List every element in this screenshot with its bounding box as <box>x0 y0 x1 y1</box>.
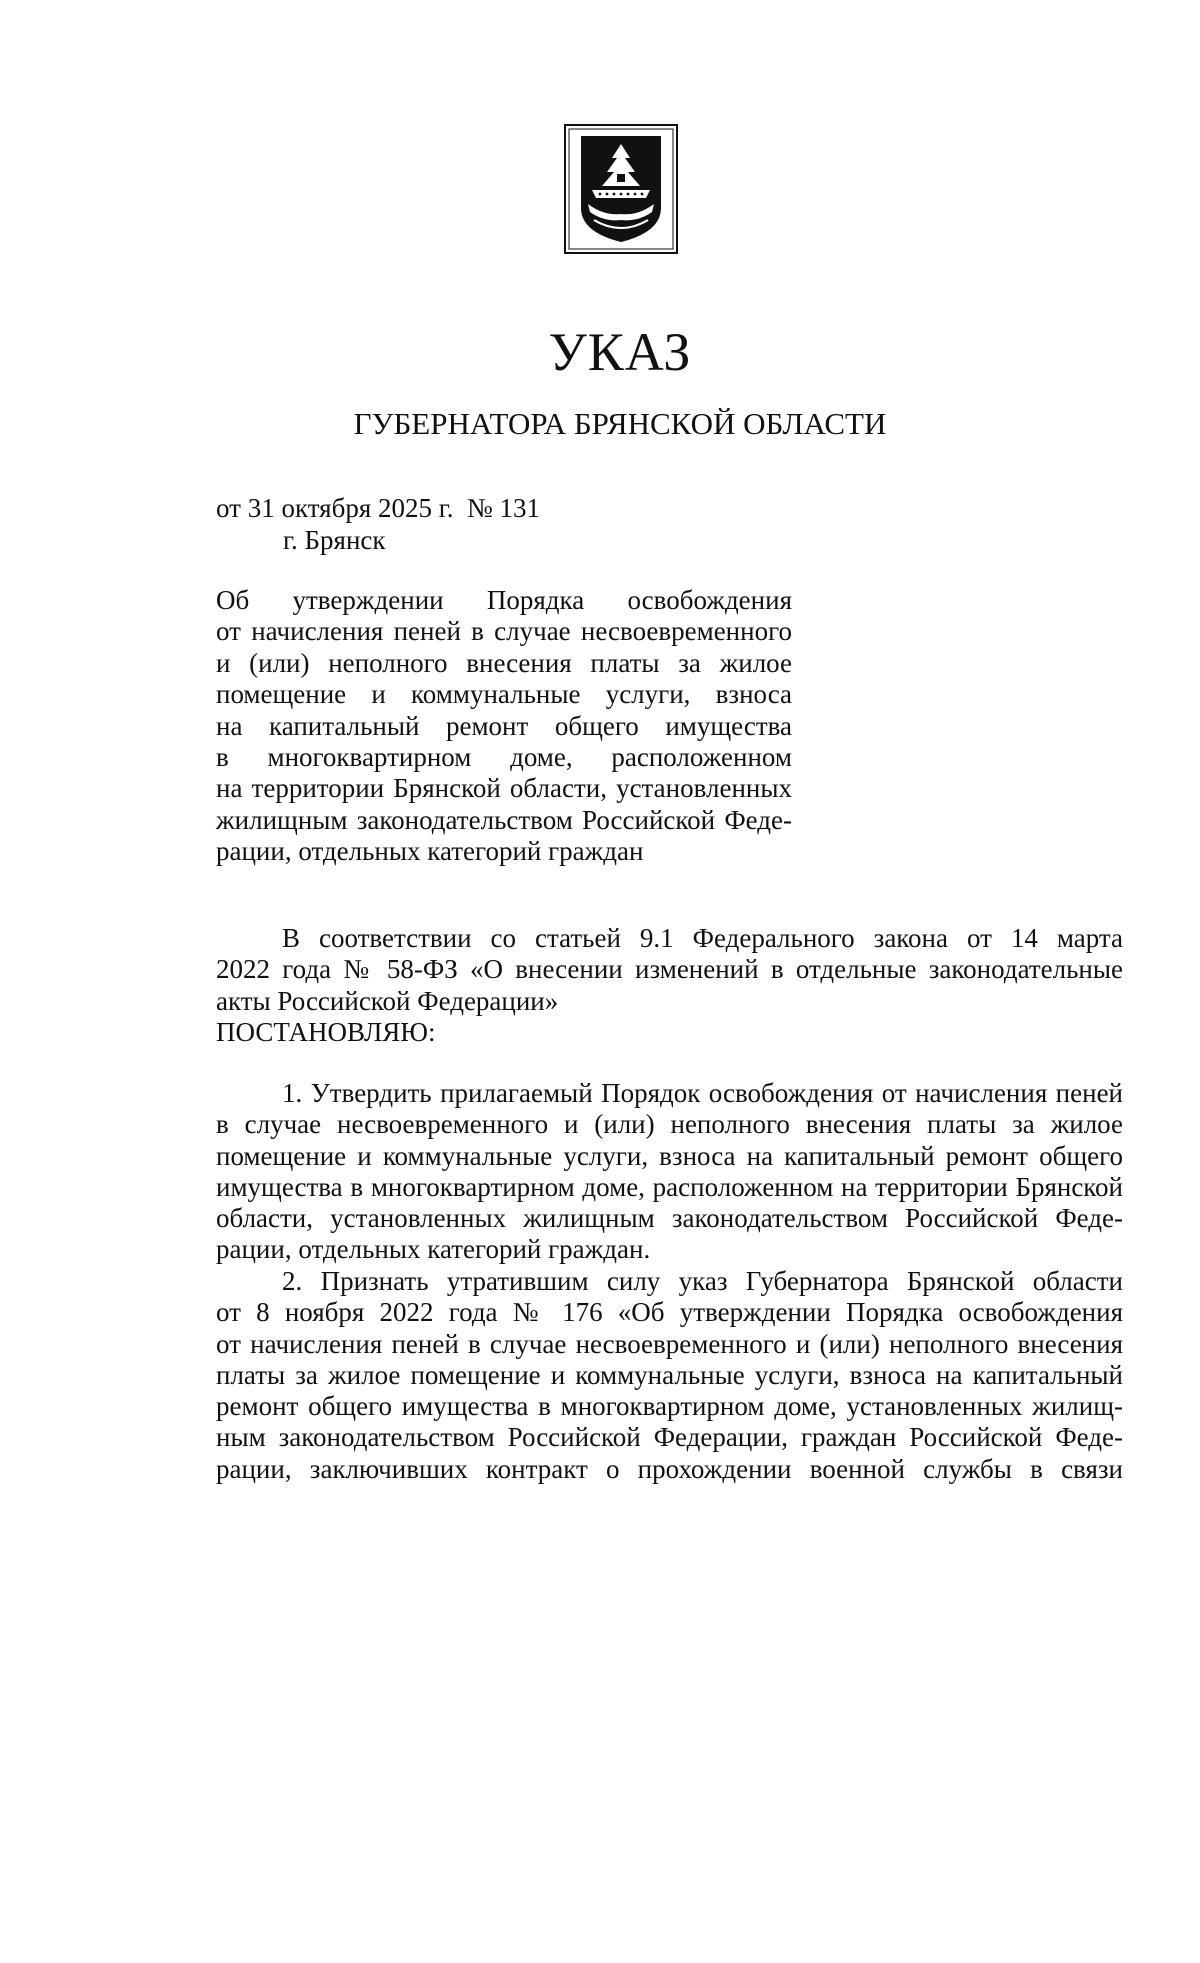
subject-line: помещение и коммунальные услуги, взноса <box>216 679 792 710</box>
item-2-paragraph <box>216 1266 1123 1485</box>
item-1-line: помещение и коммунальные услуги, взноса на капитальный ремонт общего <box>216 1140 1123 1171</box>
document-subtitle: ГУБЕРНАТОРА БРЯНСКОЙ ОБЛАСТИ <box>353 406 887 441</box>
subject-line: на капитальный ремонт общего имущества <box>216 710 792 741</box>
document-title: УКАЗ <box>548 322 692 382</box>
subject-line: Об утверждении Порядка освобождения <box>216 585 792 615</box>
preamble-line: 2022 года № 58-ФЗ «О внесении изменений в отдельные законодательные <box>216 954 1123 985</box>
bryansk-coat-of-arms-icon <box>564 124 678 254</box>
item-2-line: от 8 ноября 2022 года № 176 «Об утверждении Порядка освобождения <box>216 1297 1123 1328</box>
item-1-paragraph <box>216 1078 1123 1266</box>
subject-line: рации, отдельных категорий граждан <box>216 836 644 867</box>
subject-line: и (или) неполного внесения платы за жилое <box>216 647 792 678</box>
document-date: 31 октября 2025 г. <box>247 493 454 523</box>
subject-line: жилищным законодательством Российской Феде- <box>216 804 792 835</box>
subject-line: в многоквартирном доме, расположенном <box>216 741 792 772</box>
decree-word: ПОСТАНОВЛЯЮ: <box>216 1016 436 1047</box>
item-2-line: от начисления пеней в случае несвоевременного и (или) неполного внесения <box>216 1328 1123 1359</box>
item-1-line: имущества в многоквартирном доме, расположенном на территории Брянской <box>216 1171 1123 1202</box>
subject-line: на территории Брянской области, установленных <box>216 773 792 804</box>
subject-line: от начисления пеней в случае несвоевременного <box>216 616 792 647</box>
date-number-line <box>216 492 540 524</box>
item-1-line: рации, отдельных категорий граждан. <box>216 1234 651 1265</box>
document-number: № 131 <box>467 493 541 523</box>
item-2-line: ремонт общего имущества в многоквартирном доме, установленных жилищ- <box>216 1391 1123 1422</box>
preamble-line: В соответствии со статьей 9.1 Федерального закона от 14 марта <box>282 923 1123 953</box>
item-1-line: в случае несвоевременного и (или) неполного внесения платы за жилое <box>216 1109 1123 1140</box>
document-subject <box>216 585 792 868</box>
document-city: г. Брянск <box>283 525 386 555</box>
date-prefix: от <box>216 493 241 523</box>
item-1-line: 1. Утвердить прилагаемый Порядок освобождения от начисления пеней <box>282 1078 1123 1108</box>
item-2-line: рации, заключивших контракт о прохождении военной службы в связи <box>216 1453 1123 1484</box>
item-2-line: 2. Признать утратившим силу указ Губернатора Брянской области <box>282 1266 1123 1296</box>
item-1-line: области, установленных жилищным законодательством Российской Феде- <box>216 1203 1123 1234</box>
item-2-line: платы за жилое помещение и коммунальные услуги, взноса на капитальный <box>216 1359 1123 1390</box>
preamble-line: акты Российской Федерации» <box>216 985 559 1016</box>
preamble-paragraph <box>216 923 1123 1048</box>
item-2-line: ным законодательством Российской Федерации, граждан Российской Феде- <box>216 1422 1123 1453</box>
